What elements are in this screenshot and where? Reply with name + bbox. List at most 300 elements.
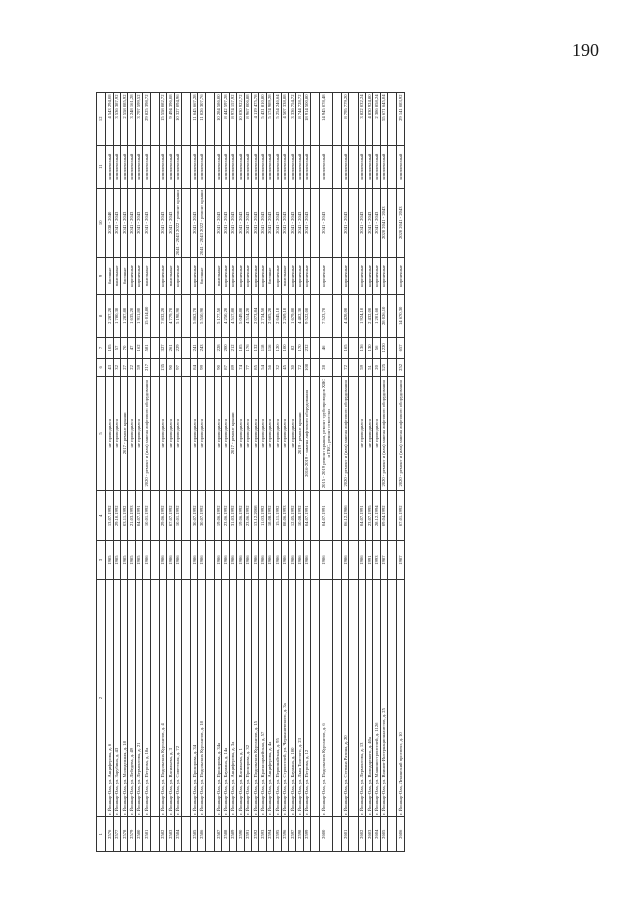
table-cell: 15 558 082,72 [159,93,166,146]
table-cell: 232 [303,337,310,358]
table-cell: кирпичные [128,257,135,294]
header-cell: 5 [97,376,106,491]
table-cell: 2603 [366,817,373,852]
table-cell: 200 [222,337,229,358]
table-cell: 2605 [380,817,387,852]
table-cell: 327 [159,337,166,358]
empty-cell [311,257,320,294]
empty-cell [332,817,341,852]
empty-cell [388,188,397,257]
table-row [159,93,166,852]
empty-cell [311,295,320,338]
group-separator-row [388,93,397,852]
table-cell: не проводился [191,376,198,491]
table-cell: 261 [167,337,174,358]
table-cell: 1986 [266,541,273,579]
empty-cell [349,93,358,146]
table-row [288,93,295,852]
empty-cell [181,541,190,579]
table-cell: 4 543 294,08 [106,93,113,146]
table-cell: комплексный [174,145,181,188]
table-cell: 2041 - 2043 2022 - ремонт крыши [175,190,181,256]
table-cell: г. Йошкар-Ола, ул. Анциферова, д. 6 [106,579,113,817]
empty-cell [388,359,397,377]
table-cell: комплексный [288,145,295,188]
table-cell: 29 825 398,72 [143,93,150,146]
table-row [366,93,373,852]
table-cell: 8 795 779,20 [342,93,349,146]
table-cell: комплексный [274,145,281,188]
table-cell: 176 [244,337,251,358]
table-cell: 1 911,80 [135,295,142,338]
table-row [120,93,127,852]
table-cell: 2020 - ремонт и (или) замена лифтового оборудования [342,376,349,491]
table-cell: 5 862,70 [191,295,198,338]
table-row [135,93,142,852]
table-cell: 32 [274,359,281,377]
table-cell: г. Йошкар-Ола, ул. Баумана, д. 14а [222,579,229,817]
table-cell: 1986 [174,541,181,579]
table-cell: 2581 [143,817,150,852]
empty-cell [150,145,159,188]
table-cell: 2599 [303,817,310,852]
table-cell: 130 [366,337,373,358]
empty-cell [181,376,190,491]
empty-cell [181,188,190,257]
empty-cell [150,541,159,579]
table-cell: кирпичные [237,257,244,294]
table-cell: 2576 [106,817,113,852]
table-cell: комплексный [229,145,236,188]
table-cell: 77 [244,359,251,377]
table-cell: 2600 [320,817,333,852]
table-cell: 1986 [303,541,310,579]
table-cell: комплексный [128,145,135,188]
table-cell: 2 734,50 [259,295,266,338]
empty-cell [311,337,320,358]
empty-cell [150,93,159,146]
table-cell: 135 [159,359,166,377]
table-cell: 2041 - 2043 [167,188,174,257]
table-cell: 2041 - 2043 2022 - ремонт крыши [199,190,205,256]
empty-cell [388,817,397,852]
table-cell: 4 119 475,78 [252,93,259,146]
table-cell: 5 049,80 [237,295,244,338]
table-cell: 99 [198,359,205,377]
table-cell: кирпичные [229,257,236,294]
table-cell: 72 [296,359,303,377]
table-cell: панельные [143,257,150,294]
table-cell: кирпичные [380,257,387,294]
table-cell: 108 [303,359,310,377]
table-cell: 31.03.1992 [229,491,236,541]
table-cell: 2597 [288,817,295,852]
empty-cell [332,295,341,338]
table-cell: комплексный [113,145,120,188]
empty-cell [311,145,320,188]
table-cell: не проводился [358,376,365,491]
table-cell: 28 026,10 [380,295,387,338]
table-cell: 47 [128,337,135,358]
table-cell: блочные [198,257,205,294]
table-cell: 2041 - 2043 [373,188,380,257]
table-row [244,93,251,852]
table-cell: 56 [266,359,273,377]
table-cell: 10.01.1992 [174,491,181,541]
table-cell: 1985 [113,541,120,579]
table-cell: 2591 [244,817,251,852]
table-cell: кирпичные [296,257,303,294]
table-cell: 18.08.1992 [266,491,273,541]
table-cell: комплексный [135,145,142,188]
table-row [237,93,244,852]
table-cell: г. Йошкар-Ола, ул. Советская, д. 72 [174,579,181,817]
table-row [281,93,288,852]
table-cell: комплексный [167,145,174,188]
table-cell: комплексный [191,145,198,188]
table-cell: 2016-2019 - замена лифтового оборудования [303,376,310,491]
header-cell: 11 [97,145,106,188]
table-cell: г. Йошкар-Ола, ул. Строителей, ул. Чернышевского, д. 3а [281,579,288,817]
empty-cell [150,188,159,257]
table-cell: комплексный [215,145,222,188]
table-cell: 14 670,30 [397,295,404,338]
empty-cell [332,145,341,188]
empty-cell [205,257,214,294]
table-row [296,93,303,852]
table-cell: 2041 - 2043 [366,188,373,257]
empty-cell [205,579,214,817]
table-cell: комплексный [397,145,404,188]
table-cell: комплексный [380,145,387,188]
table-row [252,93,259,852]
table-cell: кирпичные [397,257,404,294]
table-cell: не проводился [266,376,273,491]
table-cell: кирпичные [320,257,333,294]
table-cell: 2041 - 2043 [120,188,127,257]
empty-cell [388,491,397,541]
table-cell: г. Йошкар-Ола, ул. Володарского, д. 40а [366,579,373,817]
table-cell: 2596 [281,817,288,852]
empty-cell [205,337,214,358]
table-cell: г. Йошкар-Ола, ул. Васильева, д. 3 [167,579,174,817]
table-cell: 2015 - 2019 ремонт крыши, ремонт трубопроводов ХВС и ГВС, ремонт отмостки [320,376,333,491]
table-cell: 1986 [229,541,236,579]
table-cell: кирпичные [135,257,142,294]
table-cell: 7 832,20 [159,295,166,338]
empty-cell [205,295,214,338]
table-cell: 8 744 728,72 [296,93,303,146]
table-cell: комплексный [237,145,244,188]
header-cell: 8 [97,295,106,338]
table-cell: 51 [366,359,373,377]
table-cell: 2041 - 2043 [266,188,273,257]
table-cell: 2577 [113,817,120,852]
table-cell: 1987 [380,541,387,579]
table-cell: 2602 [358,817,365,852]
table-cell: 2017 - ремонт крыши [120,376,127,491]
table-cell: 7 523,70 [320,295,333,338]
table-cell: 2 287,20 [106,295,113,338]
table-cell: не проводился [259,376,266,491]
table-cell: 8 442 597,28 [222,93,229,146]
table-cell: г. Йошкар-Ола, ул. Воинов-Интернационалистов, д. 25 [380,579,387,817]
table-cell: не проводился [198,376,205,491]
table-cell: г. Йошкар-Ола, ул. Анциферова, д. 4а [266,579,273,817]
table-cell: не проводился [215,376,222,491]
table-cell: блочные [106,257,113,294]
table-cell: 1986 [237,541,244,579]
table-cell: 89 [229,359,236,377]
table-row [303,93,310,852]
table-cell: г. Йошкар-Ола, ул. Петрова, д. 18а [143,579,150,817]
empty-cell [388,145,397,188]
table-row [229,93,236,852]
table-cell: 132 [252,337,259,358]
table-cell: не проводился [281,376,288,491]
empty-cell [388,93,397,146]
table-cell: 2041 - 2043 [303,188,310,257]
table-cell: 28 [320,359,333,377]
table-cell: 97 [174,359,181,377]
table-cell: комплексный [106,145,113,188]
table-cell: 07.07.1992 [167,491,174,541]
table-cell: 03.11.1992 [120,491,127,541]
table-cell: 29.06.1992 [159,491,166,541]
empty-cell [332,376,341,491]
table-cell: 243 [198,337,205,358]
table-cell: блочные [120,257,127,294]
table-cell: 2598 [296,817,303,852]
table-cell: 1987 [397,541,404,579]
empty-cell [332,359,341,377]
empty-cell [311,359,320,377]
table-cell: комплексный [120,145,127,188]
empty-cell [205,188,214,257]
table-cell: 28.12.1994 [373,491,380,541]
table-cell: 9 494 396,08 [167,93,174,146]
table-cell: 2 558 085,92 [120,93,127,146]
table-cell: 2 269,10 [281,295,288,338]
table-row [397,93,404,852]
table-cell: 9 522,00 [303,295,310,338]
capital-repair-table [96,92,405,852]
table-cell: 118 [259,337,266,358]
table-cell: 23.06.1992 [244,491,251,541]
table-cell: 2041 - 2043 [358,188,365,257]
table-cell: 56 [373,337,380,358]
table-cell: 30.07.1992 [191,491,198,541]
table-cell: 4 517,80 [229,295,236,338]
empty-cell [181,579,190,817]
empty-cell [388,337,397,358]
empty-cell [349,295,358,338]
table-cell: 2594 [266,817,273,852]
table-cell: 3 248 161,28 [128,93,135,146]
table-cell: 5 431 810,80 [259,93,266,146]
table-cell: 55 671 645,04 [380,93,387,146]
table-cell: 2020 2041 - 2043 [380,188,387,257]
empty-cell [311,579,320,817]
empty-cell [181,145,190,188]
table-cell: 170 [296,337,303,358]
empty-cell [311,93,320,146]
empty-cell [349,376,358,491]
empty-cell [150,376,159,491]
table-cell: г. Йошкар-Ола, ул. Зарубина, д. 43 [113,579,120,817]
table-cell: 2 605,20 [266,295,273,338]
table-cell: 165 [342,337,349,358]
table-cell: 1 201,60 [373,295,380,338]
table-cell: 525 [380,359,387,377]
empty-cell [388,257,397,294]
table-cell: кирпичные [303,257,310,294]
table-cell: 162 [135,337,142,358]
table-cell: 5 550,90 [198,295,205,338]
table-cell: комплексный [281,145,288,188]
table-cell: 85 [252,359,259,377]
empty-cell [332,541,341,579]
table-cell: 2041 - 2043 [113,188,120,257]
table-row [174,93,181,852]
table-cell: 228 [215,337,222,358]
table-cell: 20 [373,359,380,377]
empty-cell [349,491,358,541]
table-cell: 54 [259,359,266,377]
table-cell: панельные [167,257,174,294]
table-cell: 2590 [237,817,244,852]
empty-cell [150,359,159,377]
table-cell: 10 030 922,72 [237,93,244,146]
table-cell: 4 514,20 [244,295,251,338]
table-cell: 10 284 586,00 [215,93,222,146]
table-cell: не проводился [252,376,259,491]
table-cell: кирпичные [288,257,295,294]
table-cell: 120 [274,337,281,358]
table-cell: 2041 - 2043 [143,188,150,257]
empty-cell [205,817,214,852]
table-cell: кирпичные [252,257,259,294]
table-cell: 2 432,00 [366,295,373,338]
table-cell: 57 [113,337,120,358]
empty-cell [205,541,214,579]
empty-cell [181,93,190,146]
empty-cell [205,145,214,188]
group-separator-row [311,93,320,852]
table-cell: 30.07.1992 [198,491,205,541]
header-row [97,93,106,852]
table-body [106,93,405,852]
table-cell: 1986 [296,541,303,579]
table-cell: 1986 [288,541,295,579]
table-cell: 2588 [222,817,229,852]
empty-cell [388,376,397,491]
table-cell: 2583 [167,817,174,852]
table-cell: 87 [222,359,229,377]
table-cell: 212 [229,337,236,358]
table-cell: 23.06.1992 [222,491,229,541]
table-cell: не проводился [373,376,380,491]
table-cell: 2020 - ремонт и (или) замена лифтового оборудования [380,376,387,491]
table-cell: комплексный [358,145,365,188]
empty-cell [311,188,320,257]
table-row [380,93,387,852]
table-cell: 4 507 338,88 [281,93,288,146]
table-cell: 27 [120,359,127,377]
table-cell: 1 780,30 [113,295,120,338]
table-cell: 100 [281,337,288,358]
table-cell: 29.10.1992 [113,491,120,541]
table-cell: 1 635,20 [128,295,135,338]
header-cell: 3 [97,541,106,579]
header-cell: 7 [97,337,106,358]
table-cell: 15 014,80 [143,295,150,338]
table-cell: 1986 [252,541,259,579]
table-cell: 10.01.1992 [143,491,150,541]
table-cell: 2041 - 2043 [215,188,222,257]
table-cell: 657 [397,337,404,358]
table-cell: комплексный [296,145,303,188]
table-cell: блочные [266,257,273,294]
empty-cell [349,337,358,358]
table-cell: не проводился [128,376,135,491]
table-cell: г. Йошкар-Ола, ул. Степана Разина, д. 20 [342,579,349,817]
table-cell: 1 924,10 [358,295,365,338]
table-cell: 2041 - 2043 [274,188,281,257]
table-cell: 2579 [128,817,135,852]
table-cell: 2041 - 2043 [237,188,244,257]
table-cell: 1986 [198,541,205,579]
table-cell: 116 [266,337,273,358]
table-row [113,93,120,852]
table-cell: г. Йошкар-Ола, ул. Молодежная, д. 18 [120,579,127,817]
group-separator-row [332,93,341,852]
empty-cell [332,93,341,146]
table-cell: 2041 - 2043 [244,188,251,257]
table-cell: 13.07.1992 [106,491,113,541]
empty-cell [205,93,214,146]
table-cell: 29 141 083,92 [397,93,404,146]
table-cell: 2595 [274,817,281,852]
table-cell: не проводился [274,376,281,491]
table-cell: комплексный [366,145,373,188]
table-cell: 10.08.1992 [296,491,303,541]
table-cell: 90 [167,359,174,377]
table-cell: г. Йошкар-Ола, ул. Подольских Курсантов, д. 6 [320,579,333,817]
table-cell: комплексный [252,145,259,188]
table-cell: 3 797 599,52 [135,93,142,146]
empty-cell [311,376,320,491]
page-number: 190 [572,40,599,60]
table-cell: кирпичные [358,257,365,294]
table-cell: 11 645 667,28 [191,93,198,146]
table-cell: 1986 [259,541,266,579]
table-cell: комплексный [259,145,266,188]
table-cell: 2041 - 2043 [296,188,303,257]
table-cell: комплексный [198,145,205,188]
group-separator-row [150,93,159,852]
table-cell: панельные [215,257,222,294]
table-cell: 2578 [120,817,127,852]
header-cell: 2 [97,579,106,817]
table-cell: 07.01.1992 [397,491,404,541]
table-cell: кирпичные [373,257,380,294]
table-cell: 1986 [215,541,222,579]
table-cell: 59 [135,359,142,377]
table-cell: комплексный [373,145,380,188]
table-cell: г. Йошкар-Ола, ул. Петрова, д. 12 [303,579,310,817]
table-cell: 2041 - 2043 [320,188,333,257]
